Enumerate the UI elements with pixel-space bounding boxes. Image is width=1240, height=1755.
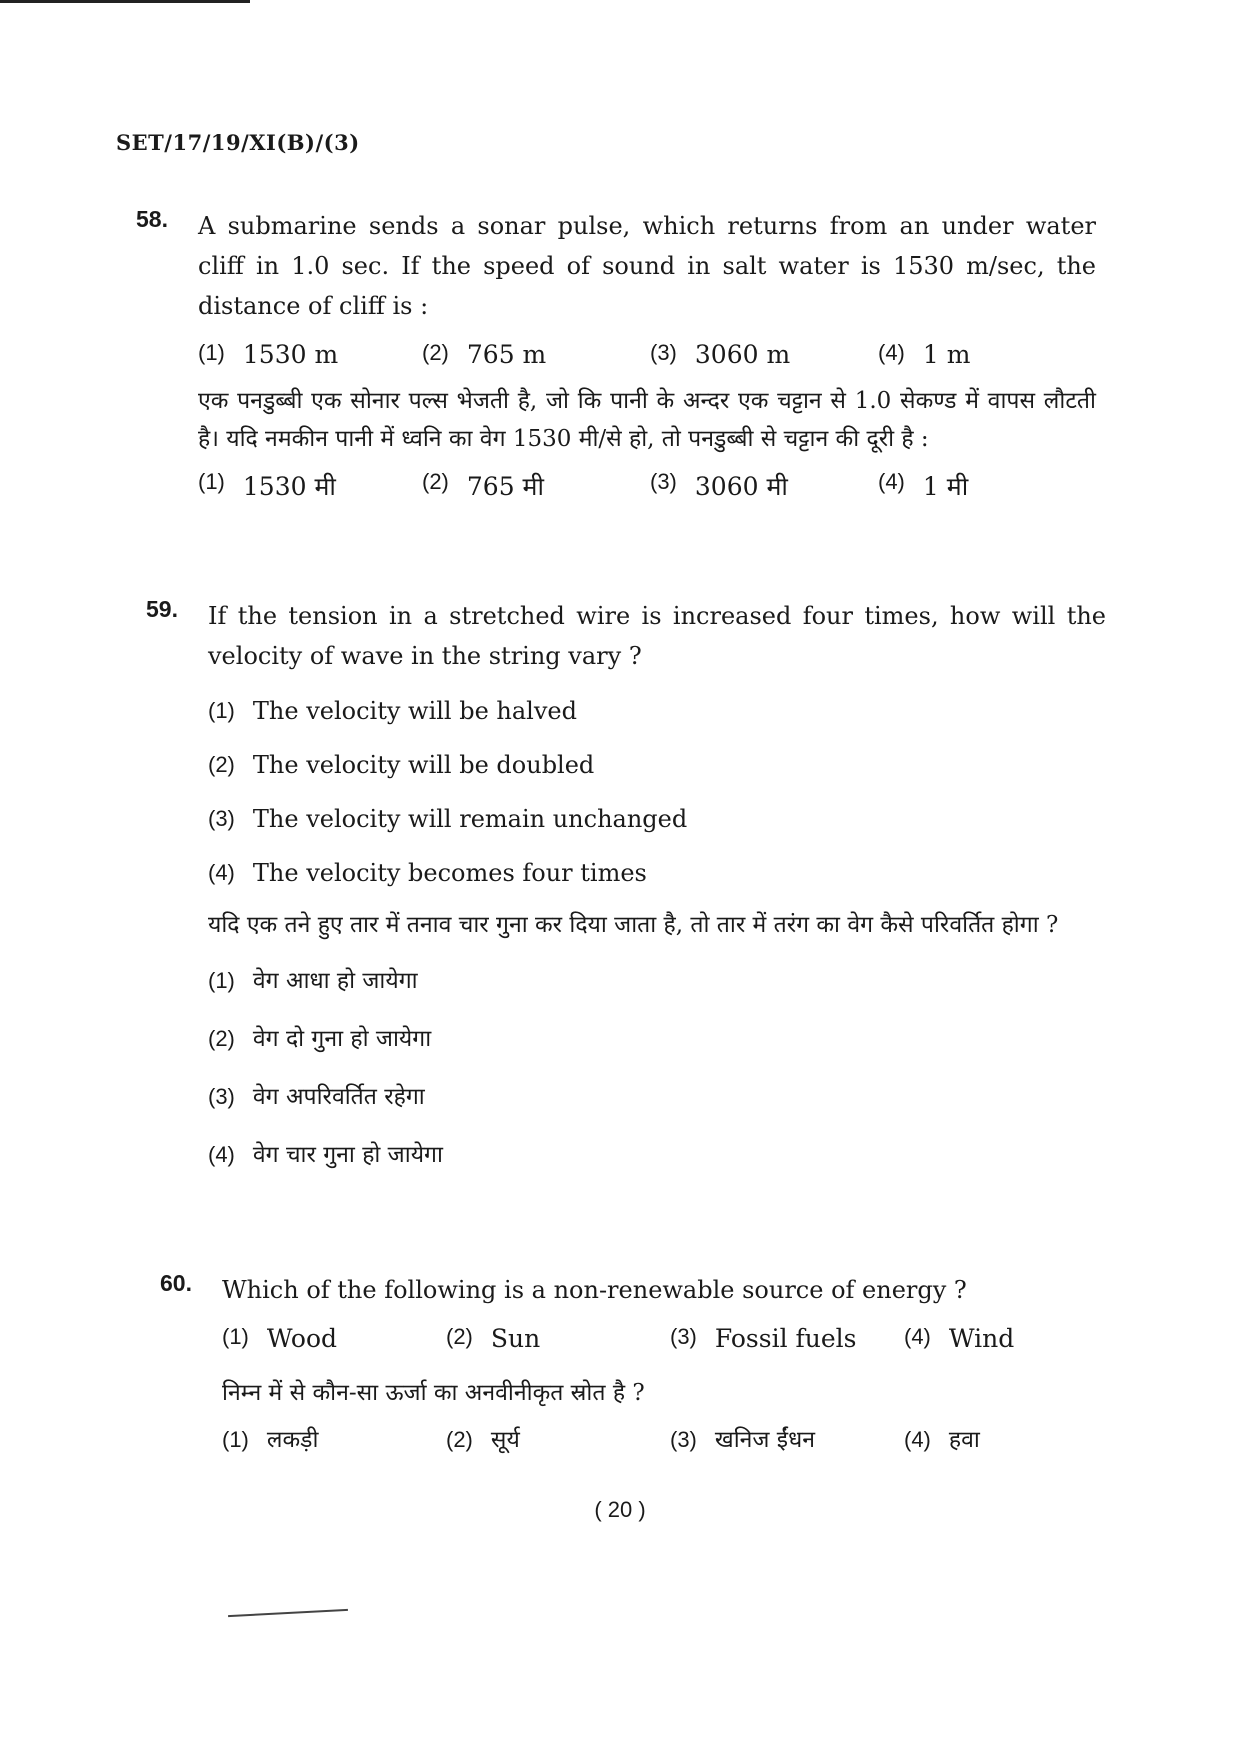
question-text-en: If the tension in a stretched wire is increased four times, how will the velocity of wave in the string vary ? [208, 602, 1106, 670]
question-text-hi: यदि एक तने हुए तार में तनाव चार गुना कर दिया जाता है, तो तार में तरंग का वेग कैसे परिवर्तित होगा ? [208, 912, 1059, 938]
option: (2) सूर्य [446, 1427, 520, 1453]
option: (1) 1530 मी [198, 469, 336, 501]
option: (2) वेग दो गुना हो जायेगा [208, 1026, 432, 1052]
option: (3) Fossil fuels [670, 1323, 857, 1353]
options-hi [208, 952, 1106, 1184]
option: (3) The velocity will remain unchanged [208, 805, 688, 833]
option: (1) वेग आधा हो जायेगा [208, 968, 418, 994]
question-text-hi: निम्न में से कौन-सा ऊर्जा का अनवीनीकृत स्रोत है ? [222, 1380, 645, 1406]
question-text-hi: एक पनडुब्बी एक सोनार पल्स भेजती है, जो कि पानी के अन्दर एक चट्टान से 1.0 सेकण्ड में वापस लौटती है। यदि नमकीन पानी में ध्वनि का वेग 1530 मी/से हो, तो पनडुब्बी से चट्टान की दूरी है : [198, 388, 1096, 452]
option: (3) खनिज ईंधन [670, 1427, 816, 1453]
option: (4) हवा [904, 1427, 980, 1453]
question-number: 60. [160, 1270, 192, 1296]
option: (2) 765 मी [422, 469, 544, 501]
question-number: 59. [146, 596, 178, 622]
option: (3) 3060 m [650, 339, 791, 369]
option: (1) Wood [222, 1323, 337, 1353]
option: (2) Sun [446, 1323, 541, 1353]
question-59 [146, 596, 1106, 1184]
option: (3) 3060 मी [650, 469, 788, 501]
question-60 [160, 1270, 1100, 1462]
question-text-en: A submarine sends a sonar pulse, which returns from an under water cliff in 1.0 sec. If the speed of sound in salt water is 1530 m/sec, the distance of cliff is : [198, 212, 1096, 320]
option: (1) The velocity will be halved [208, 697, 577, 725]
option: (1) लकड़ी [222, 1427, 319, 1453]
option: (4) 1 m [878, 339, 971, 369]
option: (2) 765 m [422, 339, 547, 369]
question-text-en: Which of the following is a non-renewable source of energy ? [222, 1276, 967, 1304]
options-en [198, 332, 1096, 376]
option: (4) वेग चार गुना हो जायेगा [208, 1142, 443, 1168]
options-hi [222, 1418, 1100, 1462]
options-en [222, 1316, 1100, 1360]
option: (4) Wind [904, 1323, 1015, 1353]
option: (4) The velocity becomes four times [208, 859, 647, 887]
option: (4) 1 मी [878, 469, 969, 501]
top-scan-line [0, 0, 250, 3]
paper-code: SET/17/19/XI(B)/(3) [116, 130, 360, 155]
question-58 [136, 206, 1096, 508]
options-hi [198, 464, 1096, 508]
page-number: ( 20 ) [594, 1497, 646, 1522]
options-en [208, 684, 1106, 900]
option: (1) 1530 m [198, 339, 339, 369]
option: (3) वेग अपरिवर्तित रहेगा [208, 1084, 425, 1110]
question-number: 58. [136, 206, 168, 232]
scan-mark [228, 1609, 348, 1617]
option: (2) The velocity will be doubled [208, 751, 595, 779]
